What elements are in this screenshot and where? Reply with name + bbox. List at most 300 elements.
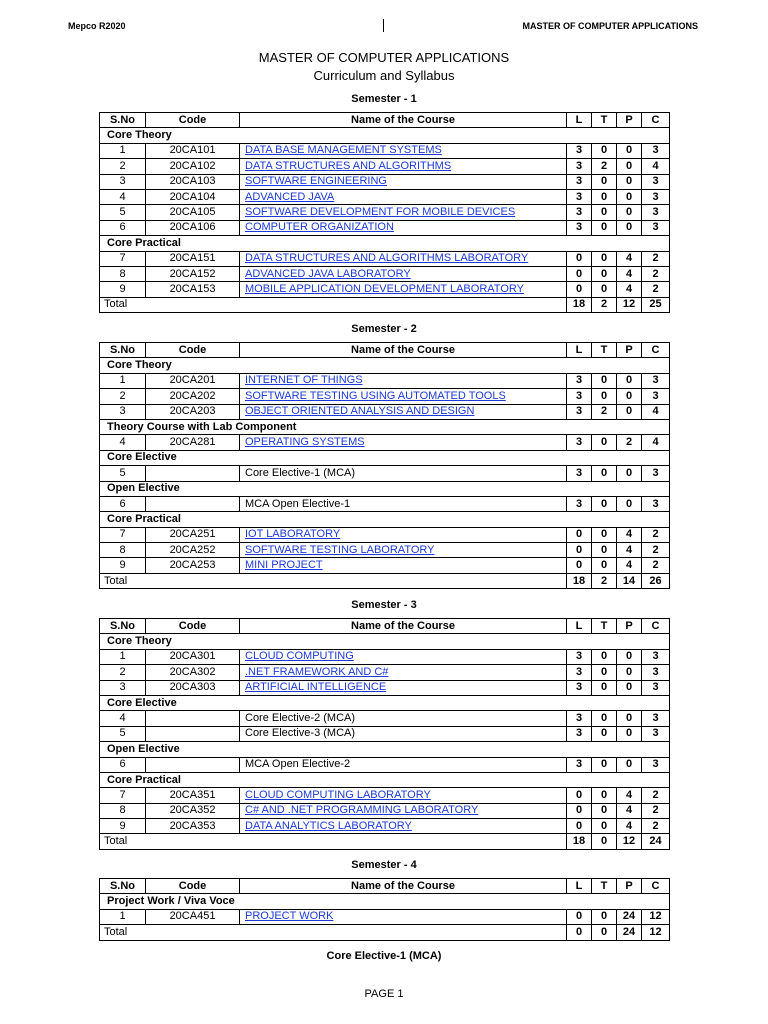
credit-t-cell: 2 bbox=[592, 404, 617, 419]
course-name-cell[interactable] bbox=[240, 373, 567, 388]
credit-l-cell: 3 bbox=[567, 143, 592, 158]
course-link[interactable]: DATA STRUCTURES AND ALGORITHMS bbox=[245, 159, 452, 172]
course-name-cell[interactable] bbox=[240, 189, 567, 204]
credit-c-cell: 3 bbox=[642, 189, 670, 204]
credit-p-cell: 0 bbox=[617, 757, 642, 772]
total-row bbox=[100, 297, 670, 312]
course-name-cell[interactable] bbox=[240, 527, 567, 542]
credit-t-cell: 0 bbox=[592, 788, 617, 803]
course-link[interactable]: SOFTWARE TESTING LABORATORY bbox=[245, 543, 435, 556]
course-name-cell[interactable] bbox=[240, 435, 567, 450]
column-header-l: L bbox=[567, 879, 592, 894]
code-cell: 20CA451 bbox=[146, 909, 240, 924]
sno-cell: 8 bbox=[100, 803, 146, 818]
credit-c-cell: 2 bbox=[642, 788, 670, 803]
table-row bbox=[100, 665, 670, 680]
credit-c-cell: 2 bbox=[642, 266, 670, 281]
course-name-cell[interactable] bbox=[240, 174, 567, 189]
credit-c-cell: 2 bbox=[642, 819, 670, 834]
course-name-cell[interactable] bbox=[240, 266, 567, 281]
credit-t-cell: 0 bbox=[592, 819, 617, 834]
credit-p-cell: 0 bbox=[617, 143, 642, 158]
sno-cell: 4 bbox=[100, 711, 146, 726]
credit-l-cell: 0 bbox=[567, 527, 592, 542]
credit-l-cell: 3 bbox=[567, 680, 592, 695]
credit-c-cell: 3 bbox=[642, 389, 670, 404]
course-name-cell[interactable] bbox=[240, 788, 567, 803]
column-header-c: C bbox=[642, 879, 670, 894]
code-cell: 20CA301 bbox=[146, 649, 240, 664]
column-header-c: C bbox=[642, 343, 670, 358]
table-row bbox=[100, 189, 670, 204]
curriculum-table bbox=[99, 618, 670, 850]
semester-label: Semester - 1 bbox=[351, 93, 417, 105]
course-link[interactable]: CLOUD COMPUTING bbox=[245, 650, 354, 663]
code-cell: 20CA105 bbox=[146, 205, 240, 220]
course-name-cell[interactable] bbox=[240, 819, 567, 834]
total-l-cell: 18 bbox=[567, 834, 592, 849]
code-cell: 20CA353 bbox=[146, 819, 240, 834]
table-row bbox=[100, 389, 670, 404]
course-link[interactable]: PROJECT WORK bbox=[245, 910, 334, 923]
course-link[interactable]: ADVANCED JAVA LABORATORY bbox=[245, 267, 411, 280]
credit-t-cell: 0 bbox=[592, 435, 617, 450]
sno-cell: 6 bbox=[100, 757, 146, 772]
total-c-cell: 26 bbox=[642, 573, 670, 588]
column-header-code: Code bbox=[146, 619, 240, 634]
credit-c-cell: 3 bbox=[642, 757, 670, 772]
total-l-cell: 18 bbox=[567, 297, 592, 312]
sno-cell: 5 bbox=[100, 205, 146, 220]
sno-cell: 3 bbox=[100, 174, 146, 189]
table-row bbox=[100, 558, 670, 573]
table-header-row bbox=[100, 113, 670, 128]
section-row bbox=[100, 481, 670, 496]
section-label: Open Elective bbox=[100, 742, 670, 757]
table-row bbox=[100, 466, 670, 481]
course-link[interactable]: SOFTWARE ENGINEERING bbox=[245, 175, 387, 188]
course-link[interactable]: MOBILE APPLICATION DEVELOPMENT LABORATORY bbox=[245, 282, 524, 295]
table-row bbox=[100, 757, 670, 772]
section-row bbox=[100, 512, 670, 527]
credit-p-cell: 4 bbox=[617, 558, 642, 573]
credit-c-cell: 3 bbox=[642, 143, 670, 158]
credit-c-cell: 3 bbox=[642, 466, 670, 481]
column-header-l: L bbox=[567, 619, 592, 634]
credit-t-cell: 0 bbox=[592, 251, 617, 266]
section-label: Core Practical bbox=[100, 236, 670, 251]
column-header-l: L bbox=[567, 113, 592, 128]
course-link[interactable]: COMPUTER ORGANIZATION bbox=[245, 221, 394, 234]
section-row bbox=[100, 419, 670, 434]
credit-l-cell: 0 bbox=[567, 266, 592, 281]
code-cell: 20CA151 bbox=[146, 251, 240, 266]
credit-t-cell: 0 bbox=[592, 205, 617, 220]
total-t-cell: 2 bbox=[592, 573, 617, 588]
credit-c-cell: 4 bbox=[642, 435, 670, 450]
course-name-cell[interactable] bbox=[240, 649, 567, 664]
total-l-cell: 18 bbox=[567, 573, 592, 588]
credit-l-cell: 0 bbox=[567, 251, 592, 266]
credit-t-cell: 0 bbox=[592, 527, 617, 542]
credit-c-cell: 2 bbox=[642, 803, 670, 818]
sno-cell: 5 bbox=[100, 726, 146, 741]
sno-cell: 3 bbox=[100, 680, 146, 695]
credit-p-cell: 0 bbox=[617, 496, 642, 511]
credit-p-cell: 0 bbox=[617, 159, 642, 174]
credit-l-cell: 0 bbox=[567, 803, 592, 818]
credit-c-cell: 3 bbox=[642, 726, 670, 741]
code-cell: 20CA253 bbox=[146, 558, 240, 573]
credit-p-cell: 0 bbox=[617, 389, 642, 404]
course-name-cell[interactable] bbox=[240, 803, 567, 818]
course-name-cell bbox=[240, 726, 567, 741]
total-c-cell: 12 bbox=[642, 925, 670, 940]
total-label: Total bbox=[100, 573, 567, 588]
credit-c-cell: 3 bbox=[642, 496, 670, 511]
sno-cell: 9 bbox=[100, 282, 146, 297]
code-cell: 20CA202 bbox=[146, 389, 240, 404]
code-cell: 20CA101 bbox=[146, 143, 240, 158]
credit-l-cell: 3 bbox=[567, 174, 592, 189]
credit-l-cell: 3 bbox=[567, 159, 592, 174]
section-row bbox=[100, 772, 670, 787]
course-name-cell[interactable] bbox=[240, 220, 567, 235]
credit-t-cell: 0 bbox=[592, 665, 617, 680]
total-p-cell: 12 bbox=[617, 297, 642, 312]
course-name-cell bbox=[240, 757, 567, 772]
credit-l-cell: 3 bbox=[567, 466, 592, 481]
course-name-cell[interactable] bbox=[240, 282, 567, 297]
credit-p-cell: 0 bbox=[617, 726, 642, 741]
code-cell: 20CA251 bbox=[146, 527, 240, 542]
total-row bbox=[100, 573, 670, 588]
course-name-cell[interactable] bbox=[240, 543, 567, 558]
section-row bbox=[100, 695, 670, 710]
code-cell: 20CA281 bbox=[146, 435, 240, 450]
credit-t-cell: 2 bbox=[592, 159, 617, 174]
course-name-cell[interactable] bbox=[240, 389, 567, 404]
sno-cell: 4 bbox=[100, 435, 146, 450]
section-row bbox=[100, 634, 670, 649]
course-link[interactable]: C# AND .NET PROGRAMMING LABORATORY bbox=[245, 804, 479, 817]
code-cell: 20CA303 bbox=[146, 680, 240, 695]
credit-p-cell: 4 bbox=[617, 282, 642, 297]
credit-p-cell: 0 bbox=[617, 373, 642, 388]
sno-cell: 1 bbox=[100, 649, 146, 664]
code-cell: 20CA352 bbox=[146, 803, 240, 818]
credit-l-cell: 3 bbox=[567, 435, 592, 450]
code-cell: 20CA252 bbox=[146, 543, 240, 558]
code-cell: 20CA153 bbox=[146, 282, 240, 297]
credit-l-cell: 3 bbox=[567, 205, 592, 220]
credit-c-cell: 12 bbox=[642, 909, 670, 924]
column-header-p: P bbox=[617, 619, 642, 634]
total-row bbox=[100, 834, 670, 849]
credit-c-cell: 3 bbox=[642, 665, 670, 680]
column-header-code: Code bbox=[146, 343, 240, 358]
total-c-cell: 25 bbox=[642, 297, 670, 312]
credit-c-cell: 2 bbox=[642, 527, 670, 542]
credit-t-cell: 0 bbox=[592, 757, 617, 772]
column-header-sno: S.No bbox=[100, 619, 146, 634]
section-label: Core Theory bbox=[100, 358, 670, 373]
header-divider bbox=[383, 19, 384, 32]
credit-l-cell: 3 bbox=[567, 373, 592, 388]
credit-l-cell: 3 bbox=[567, 389, 592, 404]
table-row bbox=[100, 726, 670, 741]
column-header-t: T bbox=[592, 343, 617, 358]
credit-c-cell: 2 bbox=[642, 251, 670, 266]
credit-c-cell: 2 bbox=[642, 558, 670, 573]
credit-p-cell: 0 bbox=[617, 711, 642, 726]
table-row bbox=[100, 543, 670, 558]
curriculum-table bbox=[99, 112, 670, 313]
code-cell bbox=[146, 466, 240, 481]
total-l-cell: 0 bbox=[567, 925, 592, 940]
sno-cell: 2 bbox=[100, 389, 146, 404]
section-label: Core Elective bbox=[100, 695, 670, 710]
page-title: MASTER OF COMPUTER APPLICATIONS bbox=[258, 50, 510, 65]
total-t-cell: 2 bbox=[592, 297, 617, 312]
total-p-cell: 12 bbox=[617, 834, 642, 849]
course-name: MCA Open Elective-1 bbox=[245, 497, 351, 510]
column-header-sno: S.No bbox=[100, 113, 146, 128]
course-link[interactable]: ADVANCED JAVA bbox=[245, 190, 335, 203]
credit-l-cell: 0 bbox=[567, 558, 592, 573]
column-header-c: C bbox=[642, 619, 670, 634]
total-row bbox=[100, 925, 670, 940]
credit-t-cell: 0 bbox=[592, 189, 617, 204]
credit-p-cell: 24 bbox=[617, 909, 642, 924]
credit-t-cell: 0 bbox=[592, 389, 617, 404]
credit-l-cell: 3 bbox=[567, 496, 592, 511]
credit-p-cell: 0 bbox=[617, 189, 642, 204]
column-header-c: C bbox=[642, 113, 670, 128]
credit-p-cell: 0 bbox=[617, 220, 642, 235]
total-label: Total bbox=[100, 297, 567, 312]
credit-c-cell: 3 bbox=[642, 649, 670, 664]
column-header-t: T bbox=[592, 619, 617, 634]
course-link[interactable]: OBJECT ORIENTED ANALYSIS AND DESIGN bbox=[245, 405, 475, 418]
credit-c-cell: 3 bbox=[642, 711, 670, 726]
table-row bbox=[100, 404, 670, 419]
credit-p-cell: 4 bbox=[617, 803, 642, 818]
credit-p-cell: 0 bbox=[617, 680, 642, 695]
credit-l-cell: 3 bbox=[567, 649, 592, 664]
curriculum-table bbox=[99, 342, 670, 589]
course-name-cell[interactable] bbox=[240, 251, 567, 266]
course-name: Core Elective-2 (MCA) bbox=[245, 712, 356, 725]
total-t-cell: 0 bbox=[592, 925, 617, 940]
credit-c-cell: 2 bbox=[642, 543, 670, 558]
credit-t-cell: 0 bbox=[592, 726, 617, 741]
credit-p-cell: 0 bbox=[617, 205, 642, 220]
course-name-cell[interactable] bbox=[240, 558, 567, 573]
course-name-cell[interactable] bbox=[240, 205, 567, 220]
table-row bbox=[100, 266, 670, 281]
code-cell: 20CA201 bbox=[146, 373, 240, 388]
table-row bbox=[100, 143, 670, 158]
column-header-sno: S.No bbox=[100, 343, 146, 358]
column-header-name: Name of the Course bbox=[240, 343, 567, 358]
code-cell bbox=[146, 757, 240, 772]
sno-cell: 9 bbox=[100, 819, 146, 834]
table-row bbox=[100, 711, 670, 726]
total-t-cell: 0 bbox=[592, 834, 617, 849]
sno-cell: 1 bbox=[100, 909, 146, 924]
sno-cell: 7 bbox=[100, 788, 146, 803]
credit-p-cell: 4 bbox=[617, 543, 642, 558]
code-cell: 20CA103 bbox=[146, 174, 240, 189]
credit-t-cell: 0 bbox=[592, 909, 617, 924]
course-link[interactable]: DATA STRUCTURES AND ALGORITHMS LABORATORY bbox=[245, 252, 529, 265]
total-label: Total bbox=[100, 834, 567, 849]
column-header-l: L bbox=[567, 343, 592, 358]
table-row bbox=[100, 649, 670, 664]
table-row bbox=[100, 205, 670, 220]
table-row bbox=[100, 788, 670, 803]
table-row bbox=[100, 496, 670, 511]
total-p-cell: 14 bbox=[617, 573, 642, 588]
course-link[interactable]: .NET FRAMEWORK AND C# bbox=[245, 665, 389, 678]
credit-t-cell: 0 bbox=[592, 803, 617, 818]
credit-t-cell: 0 bbox=[592, 680, 617, 695]
sno-cell: 9 bbox=[100, 558, 146, 573]
course-name-cell[interactable] bbox=[240, 665, 567, 680]
credit-l-cell: 3 bbox=[567, 757, 592, 772]
table-row bbox=[100, 251, 670, 266]
column-header-p: P bbox=[617, 113, 642, 128]
credit-l-cell: 0 bbox=[567, 543, 592, 558]
table-row bbox=[100, 220, 670, 235]
course-name-cell bbox=[240, 466, 567, 481]
table-header-row bbox=[100, 343, 670, 358]
column-header-code: Code bbox=[146, 879, 240, 894]
sno-cell: 1 bbox=[100, 373, 146, 388]
course-name-cell bbox=[240, 711, 567, 726]
credit-p-cell: 0 bbox=[617, 404, 642, 419]
credit-c-cell: 3 bbox=[642, 680, 670, 695]
table-row bbox=[100, 174, 670, 189]
sno-cell: 4 bbox=[100, 189, 146, 204]
course-link[interactable]: SOFTWARE TESTING USING AUTOMATED TOOLS bbox=[245, 389, 506, 402]
course-link[interactable]: ARTIFICIAL INTELLIGENCE bbox=[245, 681, 387, 694]
credit-t-cell: 0 bbox=[592, 543, 617, 558]
table-row bbox=[100, 819, 670, 834]
credit-l-cell: 0 bbox=[567, 788, 592, 803]
credit-p-cell: 4 bbox=[617, 788, 642, 803]
section-label: Theory Course with Lab Component bbox=[100, 419, 670, 434]
credit-t-cell: 0 bbox=[592, 373, 617, 388]
code-cell: 20CA203 bbox=[146, 404, 240, 419]
course-name-cell bbox=[240, 496, 567, 511]
sno-cell: 2 bbox=[100, 159, 146, 174]
course-link[interactable]: MINI PROJECT bbox=[245, 559, 323, 572]
course-name-cell[interactable] bbox=[240, 404, 567, 419]
table-row bbox=[100, 803, 670, 818]
section-label: Project Work / Viva Voce bbox=[100, 894, 670, 909]
course-name: Core Elective-1 (MCA) bbox=[245, 466, 356, 479]
sno-cell: 8 bbox=[100, 543, 146, 558]
course-link[interactable]: OPERATING SYSTEMS bbox=[245, 436, 365, 449]
credit-t-cell: 0 bbox=[592, 466, 617, 481]
course-name-cell[interactable] bbox=[240, 143, 567, 158]
column-header-name: Name of the Course bbox=[240, 879, 567, 894]
column-header-code: Code bbox=[146, 113, 240, 128]
sno-cell: 7 bbox=[100, 251, 146, 266]
code-cell: 20CA102 bbox=[146, 159, 240, 174]
credit-p-cell: 0 bbox=[617, 649, 642, 664]
course-name-cell[interactable] bbox=[240, 909, 567, 924]
course-link[interactable]: CLOUD COMPUTING LABORATORY bbox=[245, 788, 431, 801]
total-label: Total bbox=[100, 925, 567, 940]
code-cell: 20CA106 bbox=[146, 220, 240, 235]
column-header-t: T bbox=[592, 113, 617, 128]
credit-p-cell: 4 bbox=[617, 527, 642, 542]
column-header-p: P bbox=[617, 879, 642, 894]
credit-l-cell: 0 bbox=[567, 819, 592, 834]
section-label: Open Elective bbox=[100, 481, 670, 496]
column-header-p: P bbox=[617, 343, 642, 358]
course-link[interactable]: IOT LABORATORY bbox=[245, 528, 341, 541]
credit-p-cell: 4 bbox=[617, 266, 642, 281]
credit-p-cell: 4 bbox=[617, 251, 642, 266]
table-row bbox=[100, 435, 670, 450]
credit-t-cell: 0 bbox=[592, 649, 617, 664]
column-header-name: Name of the Course bbox=[240, 619, 567, 634]
credit-l-cell: 0 bbox=[567, 909, 592, 924]
course-name-cell[interactable] bbox=[240, 159, 567, 174]
credit-t-cell: 0 bbox=[592, 496, 617, 511]
code-cell: 20CA351 bbox=[146, 788, 240, 803]
table-row bbox=[100, 909, 670, 924]
table-header-row bbox=[100, 879, 670, 894]
table-row bbox=[100, 373, 670, 388]
course-link[interactable]: INTERNET OF THINGS bbox=[245, 374, 363, 387]
total-p-cell: 24 bbox=[617, 925, 642, 940]
course-link[interactable]: SOFTWARE DEVELOPMENT FOR MOBILE DEVICES bbox=[245, 206, 516, 219]
course-link[interactable]: DATA ANALYTICS LABORATORY bbox=[245, 819, 412, 832]
course-link[interactable]: DATA BASE MANAGEMENT SYSTEMS bbox=[245, 144, 442, 157]
sno-cell: 6 bbox=[100, 220, 146, 235]
code-cell: 20CA152 bbox=[146, 266, 240, 281]
header-left: Mepco R2020 bbox=[68, 21, 126, 31]
credit-l-cell: 3 bbox=[567, 665, 592, 680]
credit-p-cell: 0 bbox=[617, 466, 642, 481]
credit-l-cell: 3 bbox=[567, 726, 592, 741]
credit-t-cell: 0 bbox=[592, 711, 617, 726]
page-subtitle: Curriculum and Syllabus bbox=[313, 68, 455, 83]
course-name-cell[interactable] bbox=[240, 680, 567, 695]
section-label: Core Practical bbox=[100, 772, 670, 787]
table-header-row bbox=[100, 619, 670, 634]
credit-c-cell: 4 bbox=[642, 404, 670, 419]
table-row bbox=[100, 527, 670, 542]
curriculum-table bbox=[99, 878, 670, 941]
credit-t-cell: 0 bbox=[592, 558, 617, 573]
header-right: MASTER OF COMPUTER APPLICATIONS bbox=[522, 21, 698, 31]
credit-t-cell: 0 bbox=[592, 220, 617, 235]
credit-l-cell: 0 bbox=[567, 282, 592, 297]
code-cell bbox=[146, 711, 240, 726]
section-row bbox=[100, 450, 670, 465]
credit-c-cell: 3 bbox=[642, 174, 670, 189]
column-header-t: T bbox=[592, 879, 617, 894]
sno-cell: 3 bbox=[100, 404, 146, 419]
credit-l-cell: 3 bbox=[567, 404, 592, 419]
section-label: Core Theory bbox=[100, 634, 670, 649]
